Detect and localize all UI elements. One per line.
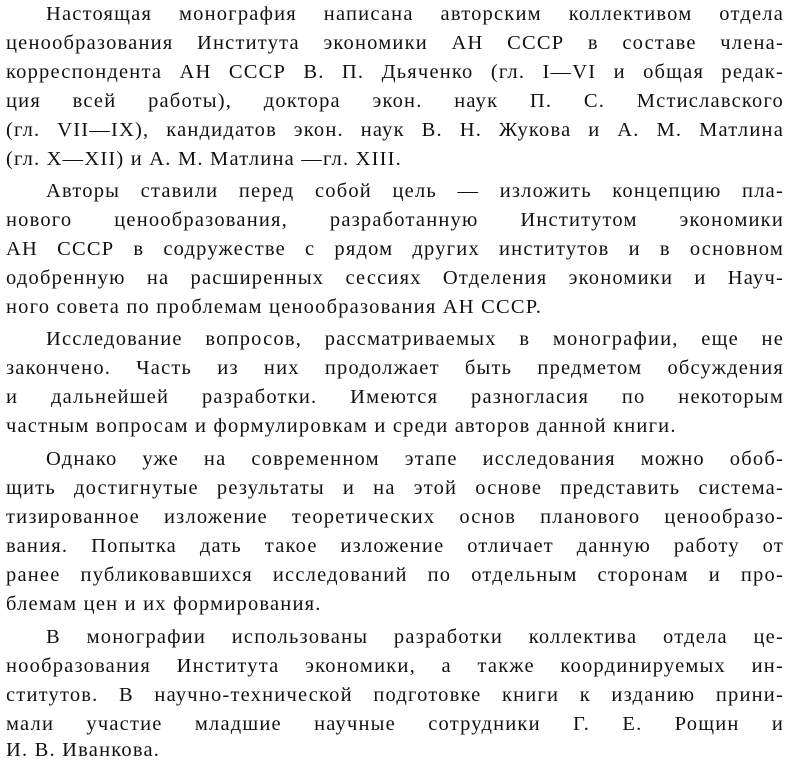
paragraph-2-line-3: АН СССР в содружестве с рядом других институтов и в основном	[6, 238, 784, 260]
paragraph-4-line-2: щить достигнутые результаты и на этой основе представить система-	[6, 477, 784, 499]
paragraph-1-line-6: (гл. X—XII) и А. М. Матлина —гл. XIII.	[6, 148, 403, 170]
paragraph-3-line-2: закончено. Часть из них продолжает быть предметом обсуждения	[6, 357, 784, 379]
paragraph-4-line-5: ранее публиковавшихся исследований по отдельным сторонам и про-	[6, 564, 784, 586]
paragraph-5-line-3: ститутов. В научно-технической подготовке книги к изданию прини-	[6, 684, 784, 706]
paragraph-4-line-3: тизированное изложение теоретических основ планового ценообразо-	[6, 506, 784, 528]
paragraph-1-line-3: корреспондента АН СССР В. П. Дьяченко (гл. I—VI и общая редак-	[6, 61, 784, 83]
paragraph-2-line-2: нового ценообразования, разработанную Институтом экономики	[6, 209, 784, 231]
paragraph-4-line-4: вания. Попытка дать такое изложение отличает данную работу от	[6, 535, 784, 557]
paragraph-4-line-6: блемам цен и их формирования.	[6, 593, 322, 615]
paragraph-2-line-4: одобренную на расширенных сессиях Отделения экономики и Науч-	[6, 267, 784, 289]
paragraph-1-line-4: ция всей работы), доктора экон. наук П. С. Мстиславского	[6, 90, 784, 112]
paragraph-4-line-1: Однако уже на современном этапе исследования можно обоб-	[46, 448, 784, 470]
paragraph-1-line-2: ценообразования Института экономики АН СССР в составе члена-	[6, 32, 784, 54]
paragraph-1-line-1: Настоящая монография написана авторским коллективом отдела	[46, 3, 784, 25]
paragraph-3-line-3: и дальнейшей разработки. Имеются разногласия по некоторым	[6, 386, 784, 408]
paragraph-5-line-2: нообразования Института экономики, а также координируемых ин-	[6, 655, 784, 677]
paragraph-5-line-4: мали участие младшие научные сотрудники Г. Е. Рощин и	[6, 713, 784, 735]
paragraph-3-line-4: частным вопросам и формулировкам и среди авторов данной книги.	[6, 415, 677, 437]
paragraph-5-line-5: И. В. Иванкова.	[6, 739, 161, 761]
paragraph-2-line-5: ного совета по проблемам ценообразования АН СССР.	[6, 296, 543, 318]
paragraph-2-line-1: Авторы ставили перед собой цель — изложить концепцию пла-	[46, 180, 784, 202]
paragraph-1-line-5: (гл. VII—IX), кандидатов экон. наук В. Н. Жукова и А. М. Матлина	[6, 119, 784, 141]
paragraph-3-line-1: Исследование вопросов, рассматриваемых в монографии, еще не	[46, 328, 784, 350]
paragraph-5-line-1: В монографии использованы разработки коллектива отдела це-	[46, 626, 784, 648]
